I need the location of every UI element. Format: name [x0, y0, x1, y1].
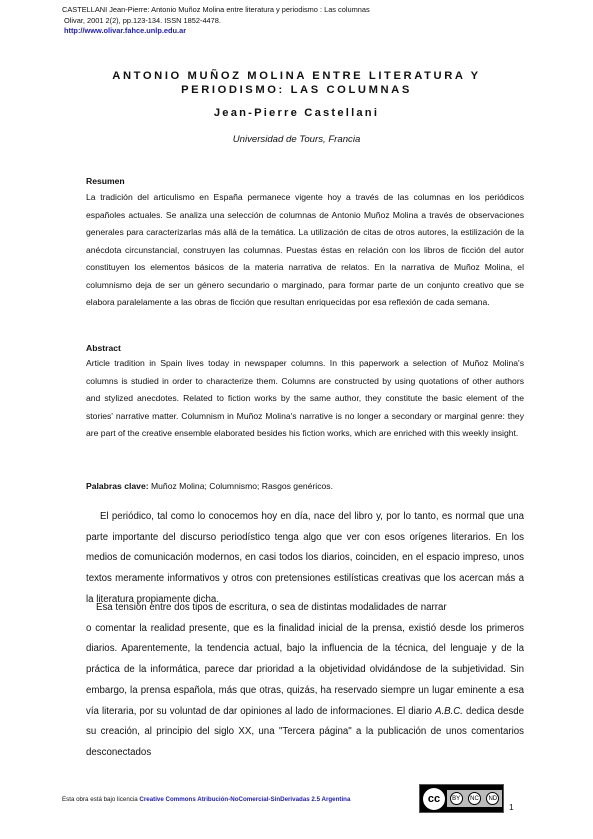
by-icon: BY [450, 792, 463, 805]
header-url-link[interactable]: http://www.olivar.fahce.unlp.edu.ar [64, 26, 187, 35]
cc-license-badge[interactable] [419, 784, 504, 813]
body-paragraph-2-a: o comentar la realidad presente, que es la finalidad inicial de la prensa, existió desde los primeros diarios. Aparentemente, la tendencia actual, bajo la influencia de la técnica, del lenguaje y de la práctica de la informática, parece dar prioridad a la objetividad olvidándose de la subjetividad. Sin embargo, la prensa española, más que otras, quizás, ha reservado siempre un lugar eminente a esa vía literaria, por su voluntad de dar opiniones al lado de informaciones. El diario [86, 622, 524, 717]
body-paragraph-2-text [86, 619, 524, 764]
keywords [86, 478, 524, 496]
newspaper-name: A.B.C. [434, 705, 463, 717]
nc-icon: NC [468, 792, 481, 805]
body-paragraph-2 [86, 598, 524, 764]
resumen-text: La tradición del articulismo en España permanece vigente hoy a través de las columnas en los periódicos españoles actuales. Se analiza una selección de columnas de Antonio Muñoz Molina a través de observaciones generales para caracterizarlas más allá de la temática. La utilización de citas de otros autores, la estilización de la anécdota circunstancial, construyen las columnas. Puestas éstas en relación con los libros de ficción del autor constituyen los elementos básicos de la materia narrativa de relatos. En la narrativa de Muñoz Molina, el columnismo deja de ser un género secundario o marginado, para formar parte de un conjunto creativo que se elabora paralelamente a las obras de ficción que resultan enriquecidas por esa reflexión de cada semana. [86, 192, 524, 307]
header-journal: Olivar, 2001 2(2), pp.123-134. ISSN 1852-4478. [64, 15, 221, 25]
license-footer [62, 796, 350, 803]
body-paragraph-2-b: dedica desde su creación, al principio del siglo XX, una "Tercera página" a la publicación de unos comentarios desconectados [86, 705, 525, 758]
abstract-heading: Abstract [86, 343, 121, 353]
keywords-label: Palabras clave: [86, 481, 149, 491]
body-paragraph-2-first-line: Esa tensión entre dos tipos de escritura, o sea de distintas modalidades de narrar [96, 602, 447, 613]
license-link[interactable]: Creative Commons Atribución-NoComercial-SinDerivadas 2.5 Argentina [139, 796, 351, 803]
page-number: 1 [509, 802, 514, 812]
cc-icon: cc [423, 788, 445, 810]
resumen-heading: Resumen [86, 176, 125, 186]
title-line-1: ANTONIO MUÑOZ MOLINA ENTRE LITERATURA Y [112, 70, 481, 82]
running-header [62, 5, 370, 37]
author-name: Jean-Pierre Castellani [213, 107, 380, 119]
header-citation: CASTELLANI Jean-Pierre: Antonio Muñoz Molina entre literatura y periodismo : Las columnas [62, 5, 370, 14]
license-prefix: Esta obra está bajo licencia [62, 796, 140, 803]
nd-icon: ND [486, 792, 499, 805]
keywords-text: Muñoz Molina; Columnismo; Rasgos genéricos. [148, 481, 333, 491]
abstract-text: Article tradition in Spain lives today in newspaper columns. In this paperwork a selection of Muñoz Molina's columns is studied in order to characterize them. Columns are constructed by using quotations of other authors and stylized anecdotes. Related to fiction works by the same author, they constitute the basic element of the stories' narrative matter. Columnism in Muñoz Molina's narrative is no longer a secondary or marginal genre: they are part of the creative ensemble elaborated besides his fiction works, which are enriched with this weekly insight. [86, 358, 524, 438]
body-paragraph-1: El periódico, tal como lo conocemos hoy en día, nace del libro y, por lo tanto, es normal que una parte importante del discurso periodístico tenga algo que ver con esos orígenes literarios. En los medios de comunicación modernos, en casi todos los diarios, coinciden, en el espacio impreso, unos textos meramente informativos y otros con pretensiones estilísticas creativas que los acercan más a la literatura propiamente dicha. [86, 511, 524, 605]
author-affiliation: Universidad de Tours, Francia [232, 134, 361, 145]
title-line-2: PERIODISMO: LAS COLUMNAS [181, 84, 412, 96]
article-title [60, 69, 533, 97]
cc-conditions [447, 790, 502, 807]
